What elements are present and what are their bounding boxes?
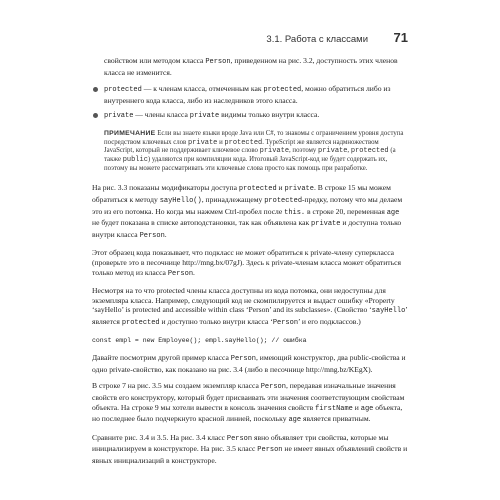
section-title: 3.1. Работа с классами: [266, 34, 368, 45]
page-header: [92, 31, 408, 51]
bullet-protected: protected — к членам класса, отмеченным как protected, можно обратиться либо из внутреннего кода класса, либо из наследников этого класса.: [92, 84, 408, 105]
bullet-icon: [93, 87, 98, 92]
paragraph-fig-3-4: Давайте посмотрим другой пример класса Person, имеющий конструктор, два public-свойства и одно private-свойство, как показано на рис. 3.4 (либо в песочнице http://mng.bz/KEgX).: [92, 353, 406, 374]
bullet-private: private — члены класса private видимы только внутри класса.: [92, 110, 408, 122]
paragraph-protected-instance: Несмотря на то что protected члены класса доступны из кода потомка, они недоступны для экземпляра класса. Например, следующий код не скомпилируется и выдаст ошибку «Property ‘sayHello’ is protected and accessible within class ‘Person’ and its subclasses». (Свойство ‘sayHello’ является protected и доступно только внутри класса ‘Person’ и его подклассов.): [92, 286, 408, 328]
sandbox-link[interactable]: http://mng.bx/07gJ: [182, 258, 240, 268]
note-label: ПРИМЕЧАНИЕ: [104, 129, 156, 137]
intro-paragraph: свойством или методом класса Person, приведенном на рис. 3.2, доступность этих членов класса не изменится.: [104, 56, 398, 77]
code-example: const empl = new Employee(); empl.sayHello(); // ошибка: [92, 336, 307, 344]
page-content: [92, 56, 408, 473]
paragraph-compare: Сравните рис. 3.4 и 3.5. На рис. 3.4 класс Person явно объявляет три свойства, которые мы инициализируем в конструкторе. На рис. 3.5 класс Person не имеет явных объявлений свойств и явных инициализаций в конструкторе.: [92, 432, 408, 465]
paragraph-fig-3-3: На рис. 3.3 показаны модификаторы доступа protected и private. В строке 15 мы можем обратиться к методу sayHello(), принадлежащему protected-предку, потому что мы делаем это из его потомка. Но когда мы нажмем Ctrl-пробел после this. в строке 20, переменная age не будет показана в списке автоподстановки, так как объявлена как private и доступна только внутри класса Person.: [92, 183, 403, 240]
paragraph-sandbox: Этот образец кода показывает, что подкласс не может обратиться к private-члену суперкласса (проверьте это в песочнице http://mng.bx/07gJ). Здесь к private-членам класса может обратиться только метод из класса Person.: [92, 248, 401, 278]
note-block: ПРИМЕЧАНИЕ Если вы знаете языки вроде Java или C#, то знакомы с ограничением уровня доступа посредством ключевых слов private и protected. TypeScript же является надмножеством JavaScript, который не поддерживает ключевое слово private, поэтому private, protected (а также public) удаляются при компиляции кода. Итоговый JavaScript-код не будет содержать их, поэтому вы можете рассматривать эти ключевые слова просто как помощь при разработке.: [104, 129, 404, 172]
sandbox-link[interactable]: http://mng.bz/KEgX: [305, 364, 369, 374]
bullet-icon: [93, 113, 98, 118]
paragraph-fig-3-5: В строке 7 на рис. 3.5 мы создаем экземпляр класса Person, передавая изначальные значения свойств его конструктору, который будет присваивать эти значения соответствующим свойствам объекта. На строке 9 мы хотели вывести в консоль значения свойств firstName и age объекта, но последнее было подчеркнуто красной линией, поскольку age является приватным.: [92, 381, 405, 425]
page-number: 71: [393, 30, 408, 45]
